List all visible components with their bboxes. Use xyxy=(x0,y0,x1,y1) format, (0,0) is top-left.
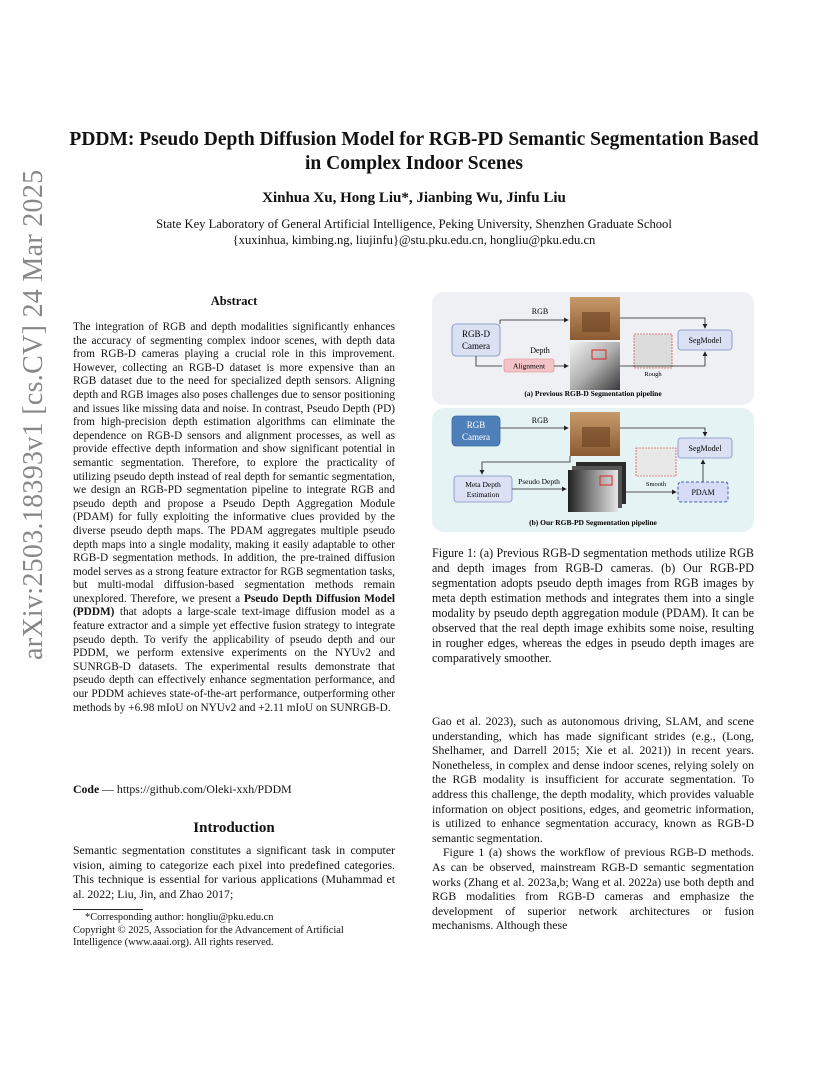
panel-b-meta-label-2: Estimation xyxy=(466,490,500,499)
panel-b-pseudo-label: Pseudo Depth xyxy=(518,477,560,486)
panel-b-meta-label-1: Meta Depth xyxy=(465,480,501,489)
code-line xyxy=(73,782,395,797)
panel-a-camera-label-2: Camera xyxy=(462,341,490,351)
figure-1-caption: Figure 1: (a) Previous RGB-D segmentation methods utilize RGB and depth images from RGB-D cameras. (b) Our RGB-PD segmentation adopts pseudo depth images from RGB images by meta depth estimation methods and integrates them into a single modality by pseudo depth aggregation module (PDAM). It can be observed that the real depth image exhibits some noise, resulting in rougher edges, whereas the edges in pseudo depth images are comparatively smoother. xyxy=(432,546,754,665)
copyright-notice: Copyright © 2025, Association for the Advancement of Artificial Intelligence (www.aaai.org). All rights reserved. xyxy=(73,924,344,949)
panel-a-segmodel-label: SegModel xyxy=(688,336,722,345)
abstract-text-2: that adopts a large-scale text-image diffusion model as a feature extractor and a simple yet effective fusion strategy to integrate pseudo depth. To verify the applicability of pseudo depth and our PDDM, we perform extensive experiments on the NYUv2 and SUNRGB-D datasets. The experimental results demonstrate that pseudo depth can effectively enhance segmentation performance, and our PDDM achieves state-of-the-art performance, outperforming other methods by +6.98 mIoU on NYUv2 and +2.11 mIoU on SUNRGB-D. xyxy=(73,606,395,714)
panel-b-rgb-label: RGB xyxy=(531,416,549,425)
panel-b-segmodel-label: SegModel xyxy=(688,444,722,453)
panel-b-smooth-label: Smooth xyxy=(645,481,667,488)
affiliation-block xyxy=(60,216,768,248)
panel-b-camera-label-2: Camera xyxy=(462,432,490,442)
corresponding-author: *Corresponding author: hongliu@pku.edu.cn xyxy=(85,912,274,923)
arxiv-identifier: arXiv:2503.18393v1 [cs.CV] 24 Mar 2025 xyxy=(18,169,49,660)
affiliation: State Key Laboratory of General Artificial Intelligence, Peking University, Shenzhen Graduate School xyxy=(156,217,672,231)
panel-a-alignment-label: Alignment xyxy=(512,361,546,371)
panel-b-caption: (b) Our RGB-PD Segmentation pipeline xyxy=(529,518,657,527)
body-paragraph-1: Gao et al. 2023), such as autonomous driving, SLAM, and scene understanding, which has made significant strides (e.g., (Long, Shelhamer, and Darrell 2015; Xie et al. 2021)) in recent years. Nonetheless, in complex and dense indoor scenes, relying solely on the RGB modality is insufficient for accurate segmentation. To address this challenge, the depth modality, which provides valuable information on object positions, edges, and geometric information, is utilized to enhance segmentation accuracy, known as RGB-D semantic segmentation. xyxy=(432,714,754,845)
panel-a-camera-label-1: RGB-D xyxy=(461,329,491,339)
body-paragraph-2: Figure 1 (a) shows the workflow of previous RGB-D methods. As can be observed, mainstream RGB-D semantic segmentation works (Zhang et al. 2023a,b; Wang et al. 2022a) use both depth and RGB modalities from RGB-D cameras and emphasize the development of superior network architectures or fusion mechanisms. Although these xyxy=(432,845,754,933)
panel-a-rough-label: Rough xyxy=(644,371,662,378)
abstract-heading: Abstract xyxy=(210,294,258,308)
author-emails: {xuxinhua, kimbing.ng, liujinfu}@stu.pku.edu.cn, hongliu@pku.edu.cn xyxy=(232,233,596,247)
abstract-text-1: The integration of RGB and depth modalities significantly enhances the accuracy of segmenting complex indoor scenes, with depth data from RGB-D cameras playing a crucial role in this improvement. However, collecting an RGB-D dataset is more expensive than an RGB dataset due to the need for specialized depth sensors. Aligning depth and RGB images also poses challenges due to sensor positioning and issues like missing data and noise. In contrast, Pseudo Depth (PD) from high-precision depth estimation algorithms can eliminate the dependence on RGB-D sensors and alignment processes, as well as provide effective depth information and show significant potential in semantic segmentation. Therefore, to explore the practicality of utilizing pseudo depth instead of real depth for semantic segmentation, we design an RGB-PD segmentation pipeline to integrate RGB and pseudo depth and propose a Pseudo Depth Aggregation Module (PDAM) for fully exploiting the informative clues provided by the diverse pseudo depth maps. The PDAM aggregates multiple pseudo depth maps into a single modality, making it easily adaptable to other RGB-D segmentation methods. In addition, the pre-trained diffusion model serves as a strong feature extractor for RGB segmentation tasks, but multi-modal diffusion-based segmentation methods remain unexplored. Therefore, we present a xyxy=(73,321,395,605)
right-column-body xyxy=(432,714,754,933)
panel-b-smooth-crop xyxy=(636,448,676,476)
footnote-rule xyxy=(73,909,143,910)
abstract-text-bold: Pseudo Depth Diffusion Model (PDDM) xyxy=(73,592,395,619)
panel-a-caption: (a) Previous RGB-D Segmentation pipeline xyxy=(524,389,662,398)
introduction-heading: Introduction xyxy=(193,820,275,836)
panel-b-rgb-image-detail xyxy=(582,427,610,447)
paper-authors: Xinhua Xu, Hong Liu*, Jianbing Wu, Jinfu Liu xyxy=(262,190,566,206)
panel-b-camera-label-1: RGB xyxy=(466,420,486,430)
code-label: Code xyxy=(73,782,100,796)
footnote xyxy=(73,912,395,950)
paper-title: PDDM: Pseudo Depth Diffusion Model for RGB-PD Semantic Segmentation Based in Complex Indoor Scenes xyxy=(69,129,759,174)
code-link[interactable]: — https://github.com/Oleki-xxh/PDDM xyxy=(99,782,292,796)
panel-a-rgb-image-detail xyxy=(582,312,610,332)
figure-1 xyxy=(432,292,754,532)
panel-b-pdam-label: PDAM xyxy=(691,488,715,497)
abstract-body xyxy=(73,321,395,715)
introduction-text: Semantic segmentation constitutes a significant task in computer vision, aiming to categorize each pixel into predefined categories. This technique is essential for various applications (Muhammad et al. 2022; Liu, Jin, and Zhao 2017; xyxy=(73,843,395,901)
panel-a-depth-label: Depth xyxy=(530,346,550,355)
panel-a-rough-crop xyxy=(634,334,672,368)
panel-a-depth-image xyxy=(570,342,620,390)
panel-a-rgb-label: RGB xyxy=(531,307,549,316)
